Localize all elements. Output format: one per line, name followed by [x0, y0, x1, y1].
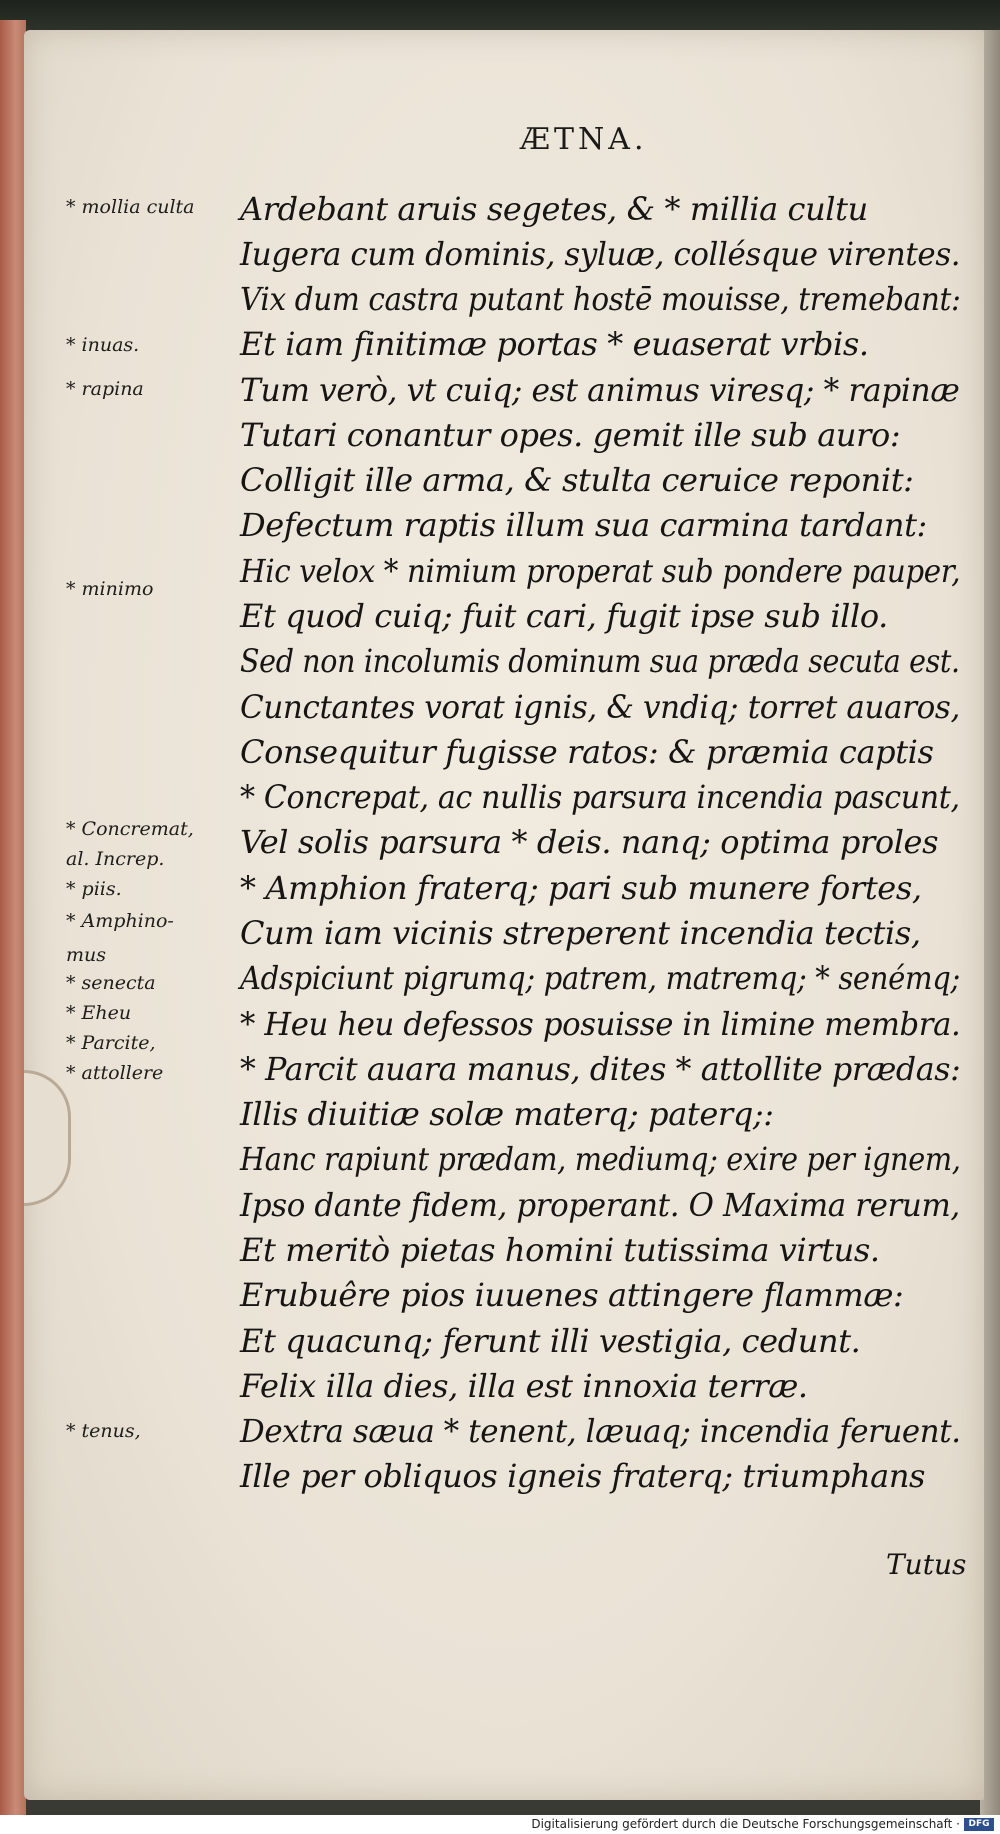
verse-line: Tutari conantur opes. gemit ille sub auro:	[240, 416, 901, 454]
marginal-note: mus	[66, 944, 107, 966]
marginal-note: * Parcite,	[66, 1032, 156, 1054]
digitization-credit: Digitalisierung gefördert durch die Deutsche Forschungsgemeinschaft ·	[531, 1817, 960, 1831]
verse-line: Illis diuitiæ solæ materq; paterq;:	[240, 1095, 774, 1133]
verse-line: Sed non incolumis dominum sua præda secuta est.	[240, 642, 960, 680]
verse-line: Dextra sæua * tenent, læuaq; incendia feruent.	[240, 1412, 961, 1450]
verse-line: Felix illa dies, illa est innoxia terræ.	[240, 1367, 808, 1405]
marginal-note: * attollere	[66, 1062, 164, 1084]
verse-line: Ille per obliquos igneis fraterq; triumphans	[240, 1457, 926, 1495]
verse-line: Erubuêre pios iuuenes attingere flammæ:	[240, 1276, 904, 1314]
marginal-note: * mollia culta	[66, 196, 195, 218]
marginal-note: * inuas.	[66, 334, 140, 356]
verse-line: * Concrepat, ac nullis parsura incendia pascunt,	[240, 778, 960, 816]
verse-line: Consequitur fugisse ratos: & præmia captis	[240, 733, 934, 771]
dfg-logo: DFG	[964, 1818, 994, 1831]
verse-line: Hanc rapiunt prædam, mediumq; exire per ignem,	[240, 1140, 961, 1178]
verse-line: * Heu heu defessos posuisse in limine membra.	[240, 1005, 961, 1043]
verse-line: Cum iam vicinis streperent incendia tectis,	[240, 914, 921, 952]
page-clip	[24, 1070, 71, 1206]
verse-line: Et quacunq; ferunt illi vestigia, cedunt.	[240, 1322, 861, 1360]
verse-line: Et iam finitimæ portas * euaserat vrbis.	[240, 325, 869, 363]
verse-line: Adspiciunt pigrumq; patrem, matremq; * senémq;	[240, 959, 960, 997]
marginal-note: * piis.	[66, 878, 122, 900]
verse-line: Colligit ille arma, & stulta ceruice reponit:	[240, 461, 914, 499]
marginal-note: * tenus,	[66, 1420, 141, 1442]
catchword: Tutus	[886, 1548, 967, 1581]
verse-line: * Parcit auara manus, dites * attollite prædas:	[240, 1050, 961, 1088]
verse-line: Et meritò pietas homini tutissima virtus.	[240, 1231, 880, 1269]
verse-line: Iugera cum dominis, syluæ, collésque virentes.	[240, 235, 961, 273]
marginal-note: * Amphino-	[66, 910, 174, 932]
verse-line: Tum verò, vt cuiq; est animus viresq; * rapinæ	[240, 371, 960, 409]
verse-line: Vix dum castra putant hostē mouisse, tremebant:	[240, 280, 961, 318]
marginal-note: al. Increp.	[66, 848, 165, 870]
verse-line: Ardebant aruis segetes, & * millia cultu	[240, 190, 868, 228]
marginal-note: * Concremat,	[66, 818, 194, 840]
verse-line: Vel solis parsura * deis. nanq; optima proles	[240, 823, 939, 861]
verse-line: Cunctantes vorat ignis, & vndiq; torret auaros,	[240, 688, 960, 726]
marginal-note: * minimo	[66, 578, 154, 600]
marginal-note: * rapina	[66, 378, 144, 400]
marginal-note: * Eheu	[66, 1002, 132, 1024]
marginal-note: * senecta	[66, 972, 156, 994]
verse-line: * Amphion fraterq; pari sub munere fortes,	[240, 869, 922, 907]
verse-line: Ipso dante fidem, properant. O Maxima rerum,	[240, 1186, 960, 1224]
book-left-edge	[0, 20, 26, 1815]
running-head: ÆTNA.	[520, 122, 648, 157]
verse-line: Et quod cuiq; fuit cari, fugit ipse sub illo.	[240, 597, 888, 635]
verse-line: Defectum raptis illum sua carmina tardant:	[240, 506, 927, 544]
verse-line: Hic velox * nimium properat sub pondere pauper,	[240, 552, 961, 590]
